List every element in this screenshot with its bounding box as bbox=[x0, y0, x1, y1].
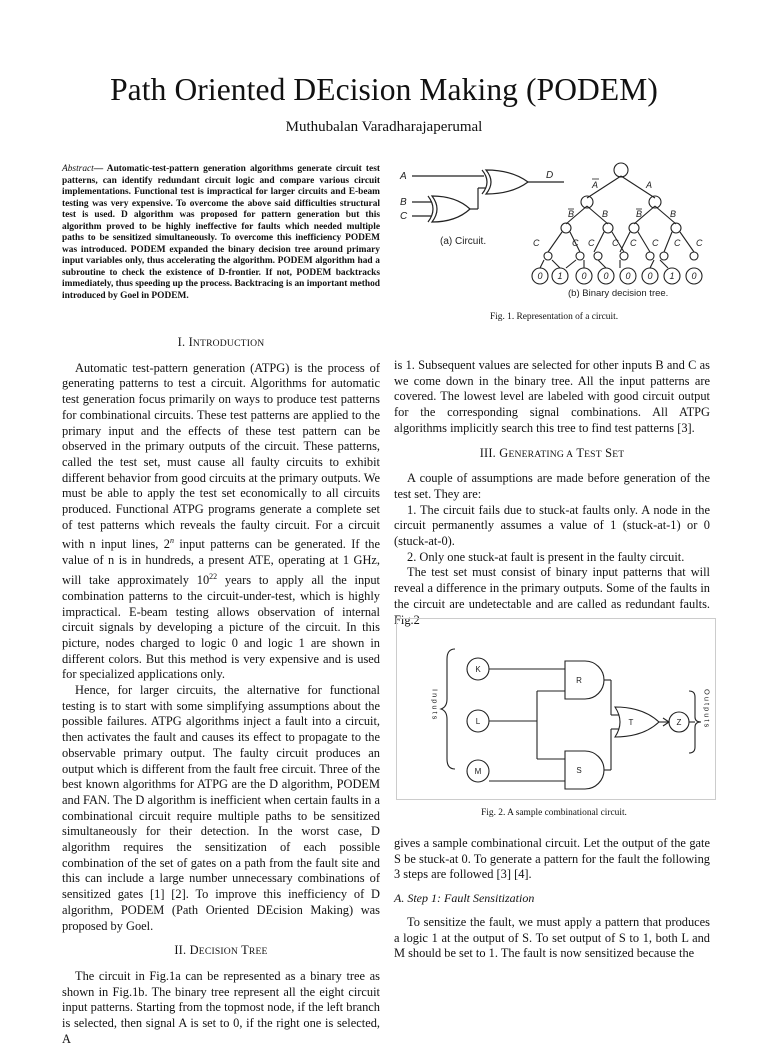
branch-label: C bbox=[674, 238, 681, 248]
leaf-value: 0 bbox=[537, 271, 543, 281]
section-name: ET bbox=[612, 448, 625, 460]
node-m-label: M bbox=[474, 767, 482, 776]
node-z-label: Z bbox=[676, 718, 682, 727]
inputs-label: Inputs bbox=[430, 689, 440, 722]
author-name: Muthubalan Varadharajaperumal bbox=[285, 119, 483, 135]
section-name: EST bbox=[584, 448, 602, 460]
leaf-value: 0 bbox=[691, 271, 697, 281]
subsection-heading-step1: A. Step 1: Fault Sensitization bbox=[394, 891, 535, 906]
output-d-label: D bbox=[546, 170, 554, 181]
input-c-label: C bbox=[400, 211, 408, 222]
node-k-label: K bbox=[475, 665, 481, 674]
section-number: II. bbox=[174, 943, 187, 958]
branch-label: B bbox=[568, 209, 575, 219]
text-run: years to apply all the input combination patterns to the circuit-under-test, which is highly impractical. E-beam testing allows observation of internal circuit signals by developing a picture of the circuit. In this picture, nodes charged to logic 0 and logic 1 are shown in different colors. But this method is very expensive and is used for specialized applications only. bbox=[62, 573, 381, 682]
right-column-upper bbox=[394, 358, 710, 628]
section-name: ENERATING A bbox=[508, 448, 574, 460]
gate-s-label: S bbox=[576, 766, 582, 775]
section-name: REE bbox=[248, 946, 268, 958]
abstract-dash: — bbox=[93, 164, 104, 174]
superscript: n bbox=[169, 536, 174, 546]
figure-2-caption: Fig. 2. A sample combinational circuit. bbox=[481, 808, 627, 818]
branch-label: C bbox=[533, 238, 540, 248]
abstract-lead: Abstract bbox=[62, 164, 94, 174]
input-a-label: A bbox=[400, 171, 407, 182]
outputs-label: Outputs bbox=[702, 689, 712, 730]
right-column-lower bbox=[394, 836, 710, 962]
node-l-label: L bbox=[475, 717, 481, 726]
leaf-value: 0 bbox=[625, 271, 631, 281]
section-initial: T bbox=[576, 445, 585, 460]
superscript: 22 bbox=[209, 571, 218, 581]
text-run: Automatic test-pattern generation (ATPG) is the process of generating patterns to test a circuit. Algorithms for automatic test generation focus primarily on ways to produce test patterns for combinational circuits. These test patterns are applied to the primary input and the effects of these test pattern can be observed in the primary outputs of the circuit. These patterns, called the test set, must cause all faulty circuits to exhibit different behavior from good circuits at the primary outputs. We must be able to apply the test set economically to all circuits produced. Functional ATPG programs generate a complete set of test patterns which reveals the faulty circuit. For a circuit with n input lines, 2 bbox=[62, 360, 380, 552]
section-number: III. bbox=[479, 445, 496, 460]
testset-paragraph-5: gives a sample combinational circuit. Let the output of the gate S be stuck-at 0. To generate a pattern for the fault the following 3 steps are followed [3] [4]. bbox=[394, 836, 710, 882]
section-heading-testset bbox=[394, 446, 710, 463]
intro-paragraph-1 bbox=[62, 361, 380, 683]
branch-label: C bbox=[630, 238, 637, 248]
tree-paragraph-1: The circuit in Fig.1a can be represented as a binary tree as shown in Fig.1b. The binary tree represent all the eight circuit input patterns. Starting from the topmost node, if the left branch is selected, then signal A is set to 0, if the right one is selected, A bbox=[62, 968, 380, 1046]
leaf-value: 1 bbox=[669, 271, 675, 281]
branch-label: A bbox=[646, 180, 653, 190]
input-b-label: B bbox=[400, 197, 407, 208]
section-heading-tree bbox=[62, 943, 380, 960]
branch-label: C bbox=[588, 238, 595, 248]
intro-paragraph-2: Hence, for larger circuits, the alternative for functional testing is to start with some simplifying assumptions about the possible failures. ATPG algorithms inject a fault into a circuit, then activates the fault and causes its effect to propagate to the observable primary output. The faulty circuit produces an output which is different from the fault free circuit. Three of the best known algorithms for ATPG are the D algorithm, PODEM and FAN. The D algorithm is inefficient when certain faults in a combinational circuit require multiple paths to be sensitized simultaneously for their detection. In the worst case, D algorithm requires the sensitization of each possible combination of the set of gates on a path from the fault site and this can include a large number unnecessary combinations of sensitized gates [1] [2]. To improve this inefficiency of D algorithm, PODEM (Path Oriented DEcision Making) was proposed by Goel. bbox=[62, 683, 380, 933]
left-column bbox=[62, 326, 380, 1047]
leaf-value: 1 bbox=[557, 271, 563, 281]
figure-1 bbox=[394, 158, 714, 308]
branch-label: C bbox=[652, 238, 659, 248]
fig1-sublabel-b: (b) Binary decision tree. bbox=[568, 288, 669, 299]
section-initial: D bbox=[189, 943, 199, 958]
testset-paragraph-2: 1. The circuit fails due to stuck-at faults only. A node in the circuit permanently assumes a value of 1 (stuck-at-1) or 0 (stuck-at-0). bbox=[394, 502, 710, 549]
paper-title: Path Oriented DEcision Making (PODEM) bbox=[110, 72, 658, 107]
branch-label: C bbox=[612, 238, 619, 248]
branch-label: B bbox=[636, 209, 643, 219]
fig1-sublabel-a: (a) Circuit. bbox=[440, 236, 487, 247]
testset-paragraph-4: The test set must consist of binary input patterns that will reveal a difference in the primary outputs. Some of the faults in the circuit are undetectable and are called as redundant faults. Fig.2 bbox=[394, 565, 710, 627]
abstract bbox=[62, 164, 380, 302]
abstract-text: Automatic-test-pattern generation algorithms generate circuit test patterns, can identify redundant circuit logic and compare various circuit implementations. Functional test is impractical for larger circuits and E-beam testing was very expensive. To overcome the above said difficulties structural test is used. D algorithm was proposed for pattern generation but this algorithm proved to be highly ineffective for faults which needed multiple paths to be sensitized simultaneously. To overcome this inefficiency PODEM was introduced. PODEM expanded the binary decision tree around primary input variables only, thus accelerating the algorithm. PODEM algorithm had a subroutine to check the existence of D-frontier. If not, PODEM backtracks immediately, thus speeding up the process. Backtracing is an important method introduced by Goel in PODEM. bbox=[62, 164, 380, 301]
leaf-value: 0 bbox=[603, 271, 609, 281]
circuit-diagram bbox=[412, 170, 564, 222]
leaf-value: 0 bbox=[647, 271, 653, 281]
text-run: input patterns can be generated. If the value of n is in hundreds, a present ATE, operating at 1 GHz, will take approximately 10 bbox=[62, 537, 380, 588]
leaf-value: 0 bbox=[581, 271, 587, 281]
figure-1-caption: Fig. 1. Representation of a circuit. bbox=[489, 312, 619, 322]
testset-paragraph-6: To sensitize the fault, we must apply a pattern that produces a logic 1 at the output of S. To set output of S to 1, both L and M should be set to 1. The fault is now sensitized because the bbox=[394, 914, 710, 961]
binary-decision-tree bbox=[532, 163, 702, 284]
testset-paragraph-1: A couple of assumptions are made before generation of the test set. They are: bbox=[394, 471, 710, 501]
section-number: I. bbox=[177, 335, 186, 349]
branch-label: B bbox=[602, 209, 609, 219]
section-heading-intro bbox=[62, 335, 380, 352]
section-initial: S bbox=[605, 445, 613, 460]
tree-paragraph-1-continued: is 1. Subsequent values are selected for other inputs B and C as we come down in the binary tree. All the input patterns are covered. The lowest level are labeled with good circuit output for the corresponding signal combinations. All ATPG algorithms implicitly search this tree to find test patterns [3]. bbox=[394, 358, 710, 435]
branch-label: A bbox=[592, 180, 599, 190]
gate-r-label: R bbox=[576, 676, 582, 685]
gate-t-label: T bbox=[628, 718, 634, 727]
testset-paragraph-3: 2. Only one stuck-at fault is present in the faulty circuit. bbox=[407, 549, 685, 564]
branch-label: C bbox=[696, 238, 703, 248]
figure-2 bbox=[396, 618, 716, 800]
branch-label: B bbox=[670, 209, 677, 219]
section-name: ECISION bbox=[198, 946, 239, 958]
section-initial: T bbox=[241, 943, 249, 958]
section-initial: I bbox=[188, 335, 193, 349]
section-initial: G bbox=[499, 445, 509, 460]
section-name: NTRODUCTION bbox=[192, 338, 265, 349]
branch-label: C bbox=[572, 238, 579, 248]
